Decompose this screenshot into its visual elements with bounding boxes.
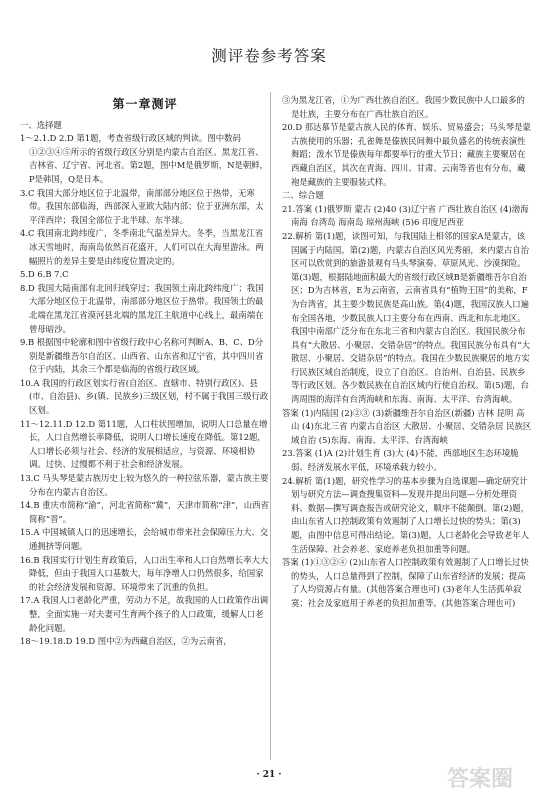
answer-item: 20.D 那达慕节是蒙古族人民的体育、娱乐、贸易盛会；马头琴是蒙古族使用的乐器；孔雀舞是傣族民间舞中最负盛名的传统表演性舞蹈；泼水节是傣族每年都要举行的重大节日；藏族主要聚居在西藏自治区，其次在青海、四川、甘肃、云南等省也有分布，藏袍是藏族的主要服装式样。 bbox=[282, 122, 531, 187]
answer-item: 16.B 我国实行计划生育政策后，人口出生率和人口自然增长率大大降低，但由于我国人口基数大，每年净增人口仍然很多，给国家的社会经济发展和资源、环境带来了沉重的负担。 bbox=[20, 554, 269, 592]
answer-item: 11～12.11.D 12.D 第11题，人口柱状图增加，说明人口总量在增长，人口自然增长率降低，说明人口增长速度在降低。第12题，人口增长必须与社会、经济的发展相适应，与资源、环境相协调。过快、过慢都不利于社会和经济发展。 bbox=[20, 418, 268, 470]
right-column-body bbox=[282, 94, 532, 611]
chapter-title: 第一章测评 bbox=[112, 97, 178, 111]
answer-item: 9.B 根据图中轮廓和图中省级行政中心名称可判断A、B、C、D分别是新疆维吾尔自治区、山西省、山东省和辽宁省，其中四川省位于内陆，其余三个都是临海的省级行政区域。 bbox=[20, 337, 264, 375]
answer-item: 13.C 马头琴是蒙古族历史上较为悠久的一种拉弦乐器，蒙古族主要分布在内蒙古自治区。 bbox=[20, 473, 269, 497]
answer-item: 15.A 中国城镇人口的迅速增长，会给城市带来社会保障压力大、交通拥挤等问题。 bbox=[20, 527, 269, 551]
column-divider bbox=[270, 92, 271, 760]
answer-item: 8.D 我国大陆南部有北回归线穿过；我国领土南北跨纬度广；我国大部分地区位于北温带，南部部分地区位于热带。我国领土的最北端在黑龙江省漠河县北端的黑龙江主航道中心线上，最南端在曾母暗沙。 bbox=[20, 282, 264, 334]
answer-item: 18～19.18.D 19.D 图中②为西藏自治区，②为云南省， bbox=[20, 636, 232, 647]
page-number: · 21 · bbox=[256, 770, 282, 780]
answer-item: 17.A 我国人口老龄化严重，劳动力不足，故我国的人口政策作出调整，全面实施一对夫妻可生育两个孩子的人口政策，缓解人口老龄化问题。 bbox=[20, 595, 269, 633]
section-heading: 一、选择题 bbox=[20, 119, 62, 130]
left-column bbox=[20, 92, 270, 649]
answer-item: 5.D 6.B 7.C bbox=[20, 269, 69, 280]
section-heading: 二、综合题 bbox=[282, 190, 324, 201]
answer-item: ③为黑龙江省，①为广西壮族自治区。我国少数民族中人口最多的是壮族，主要分布在广西壮族自治区。 bbox=[282, 95, 525, 119]
answer-item: 3.C 我国大部分地区位于北温带，南部部分地区位于热带，无寒带。我国东部临海，西部深入亚欧大陆内部；位于亚洲东部，太平洋西岸；我国全部位于北半球、东半球。 bbox=[20, 187, 264, 225]
page-title: 测评卷参考答案 bbox=[211, 47, 327, 65]
right-column bbox=[282, 94, 532, 611]
answer-item: 10.A 我国的行政区划实行省(自治区、直辖市、特别行政区)、县(市、自治县)、乡(镇、民族乡)三级区划，村不属于我国三级行政区划。 bbox=[20, 377, 269, 416]
answer-item: 14.B 重庆市简称“渝”，河北省简称“冀”，天津市简称“津”，山西省简称“晋”。 bbox=[20, 500, 269, 524]
answer-item: 答案 (1)①③②④ (2)山东省人口控制政策有效遏制了人口增长过快的势头，人口总量得到了控制，保障了山东省经济的发展；提高了人均资源占有量。(其他答案合理也可) (3)老年人生活孤单寂寞；社会及家庭用于养老的负担加重等。(其他答案合理也可) bbox=[282, 557, 529, 608]
answer-item: 1～2.1.D 2.D 第1题，考查省级行政区域的判读。图中数码①②③④⑤所示的省级行政区分别是内蒙古自治区、黑龙江省、吉林省、辽宁省、河北省。第2题，图中M是俄罗斯，N是朝鲜，P是韩国，Q是日本。 bbox=[20, 133, 268, 184]
answer-item: 21.答案 (1)俄罗斯 蒙古 (2)40 (3)辽宁省 广西壮族自治区 (4)渤海 南海 台湾岛 海南岛 琼州海峡 (5)6 印度尼西亚 bbox=[282, 203, 529, 228]
watermark-text: 答案圈 bbox=[446, 767, 514, 792]
answer-item: 答案 (1)内陆国 (2)②③ (3)新疆维吾尔自治区(新疆) 吉林 昆明 高山 (4)东北三省 内蒙古自治区 大散居、小聚居、交错杂居 民族区域自治 (5)东海、南海、太平洋、台湾海峡 bbox=[282, 407, 532, 445]
answer-item: 4.C 我国南北跨纬度广，冬季南北气温差异大。冬季，当黑龙江省冰天雪地时，海南岛依然百花盛开，人们可以在大海里游泳。两幅照片的差异主要是由纬度位置决定的。 bbox=[20, 228, 264, 266]
watermark-logo bbox=[428, 760, 532, 796]
left-column-body bbox=[20, 119, 270, 649]
answer-item: 22.解析 第(1)题，读图可知，与我国陆上相邻的国家A是蒙古，该国属于内陆国。第(2)题，内蒙古自治区风光秀丽，来内蒙古自治区可以欣赏到的旅游景观有马头琴演奏、草原风光、沙漠探险。第(3)题，根据陆地面积最大的省级行政区域B是新疆维吾尔自治区；D为吉林省，E为云南省，云南省具有“植物王国”的美称，F为台湾省，其主要少数民族是高山族。第(4)题，我国汉族人口遍布全国各地，少数民族人口主要分布在西南、西北和东北地区。我国中南部广泛分布在东北三省和内蒙古自治区。我国民族分布具有“大散居、小聚居、交错杂居”的特点。我国民族分布具有“大散居、小聚居、交错杂居”的特点。我国在少数民族聚居的地方实行民族区域自治制度，设立了自治区、自治州、自治县、民族乡等行政区划。各少数民族在自治区域内行使自治权。第(5)题，台湾周围的海洋有台湾海峡和东海、南海、太平洋、台湾海峡。 bbox=[282, 230, 530, 405]
answer-item: 23.答案 (1)A (2)计划生育 (3)大 (4)不能，西部地区生态环境脆弱、经济发展水平低，环境承载力较小。 bbox=[282, 448, 519, 473]
answer-item: 24.解析 第(1)题，研究性学习的基本步骤为自选课题—确定研究计划与研究方法—调查搜集资料—发现并提出问题—分析处理资料、数据—撰写调查报告或研究论文，顺序不能颠倒。第(2)题，由山东省人口控制政策有效遏制了人口增长过快的势头；第(3)题，由图中信息可得出结论。第(3)题，人口老龄化会导致老年人生活保障、社会养老、家庭养老负担加重等问题。 bbox=[282, 475, 529, 554]
